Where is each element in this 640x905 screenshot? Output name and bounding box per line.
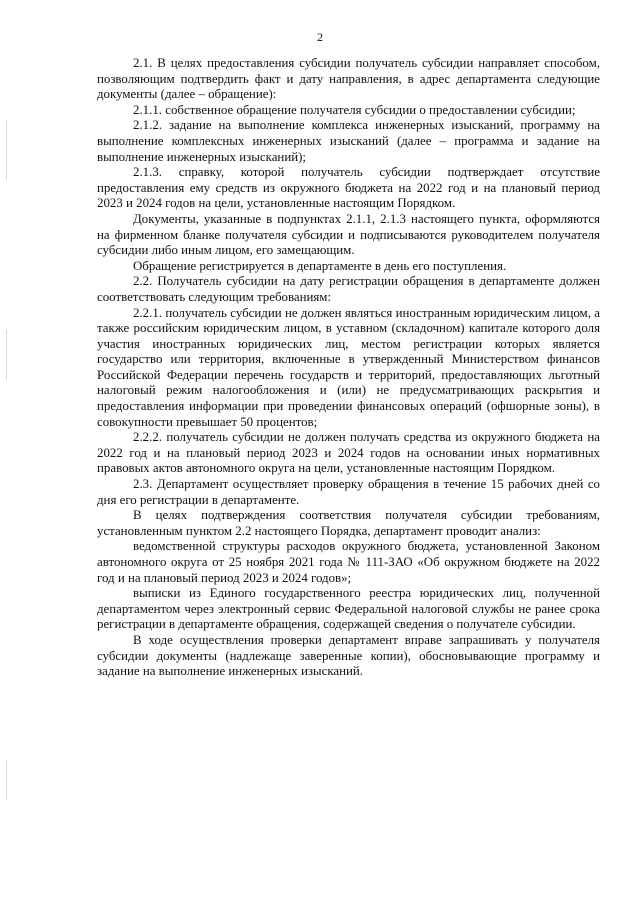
scan-edge-mark <box>6 330 7 380</box>
scan-edge-mark <box>6 120 7 180</box>
paragraph-2-1: 2.1. В целях предоставления субсидии получатель субсидии направляет способом, позволяющим подтвердить факт и дату направления, в адрес департамента следующие документы (далее – обращение): <box>97 56 600 102</box>
paragraph-2-1-3: 2.1.3. справку, которой получатель субсидии подтверждает отсутствие предоставления ему средств из окружного бюджета на 2022 год и на плановый период 2023 и 2024 годов на цели, установленные настоящим Порядком. <box>97 165 600 211</box>
paragraph-request-documents: В ходе осуществления проверки департамент вправе запрашивать у получателя субсидии документы (надлежаще заверенные копии), обосновывающие программу и задание на выполнение инженерных изысканий. <box>97 632 600 679</box>
paragraph-2-1-2: 2.1.2. задание на выполнение комплекса инженерных изысканий, программу на выполнение комплексных инженерных изысканий (далее – программа и задание на выполнение инженерных изысканий); <box>97 118 600 164</box>
paragraph-registration: Обращение регистрируется в департаменте в день его поступления. <box>133 258 507 273</box>
paragraph-budget-structure: ведомственной структуры расходов окружного бюджета, установленной Законом автономного округа от 25 ноября 2021 года № 111-ЗАО «Об окружном бюджете на 2022 год и на плановый период 2023 и 2024 годов»; <box>97 539 600 585</box>
paragraph-2-1-1: 2.1.1. собственное обращение получателя субсидии о предоставлении субсидии; <box>133 102 576 117</box>
paragraph-2-2-2: 2.2.2. получатель субсидии не должен получать средства из окружного бюджета на 2022 год и на плановый период 2023 и 2024 годов на основании иных нормативных правовых актов автономного округа на цели, установленные настоящим Порядком. <box>97 430 600 476</box>
paragraph-2-3: 2.3. Департамент осуществляет проверку обращения в течение 15 рабочих дней со дня его регистрации в департаменте. <box>97 477 600 507</box>
document-body <box>97 56 600 680</box>
paragraph-egrul-extract: выписки из Единого государственного реестра юридических лиц, полученной департаментом через электронный сервис Федеральной налоговой службы не ранее срока регистрации в департаменте обращения, содержащей сведения о получателе субсидии. <box>97 586 600 632</box>
paragraph-2-2-1: 2.2.1. получатель субсидии не должен являться иностранным юридическим лицом, а также российским юридическим лицом, в уставном (складочном) капитале которого доля участия иностранных юридических лиц, местом регистрации которых является государство или территория, включенные в утвержденный Министерством финансов Российской Федерации перечень государств и территорий, предоставляющих льготный налоговый режим налогообложения и (или) не предусматривающих раскрытия и предоставления информации при проведении финансовых операций (офшорные зоны), в совокупности превышает 50 процентов; <box>97 305 600 429</box>
paragraph-analysis-intro: В целях подтверждения соответствия получателя субсидии требованиям, установленным пунктом 2.2 настоящего Порядка, департамент проводит анализ: <box>97 508 600 538</box>
paragraph-2-2: 2.2. Получатель субсидии на дату регистрации обращения в департаменте должен соответствовать следующим требованиям: <box>97 274 600 304</box>
page-number: 2 <box>317 30 323 44</box>
scan-edge-mark <box>6 760 7 800</box>
paragraph-documents: Документы, указанные в подпунктах 2.1.1, 2.1.3 настоящего пункта, оформляются на фирменном бланке получателя субсидии и подписываются руководителем получателя субсидии либо иным лицом, его замещающим. <box>97 211 600 258</box>
